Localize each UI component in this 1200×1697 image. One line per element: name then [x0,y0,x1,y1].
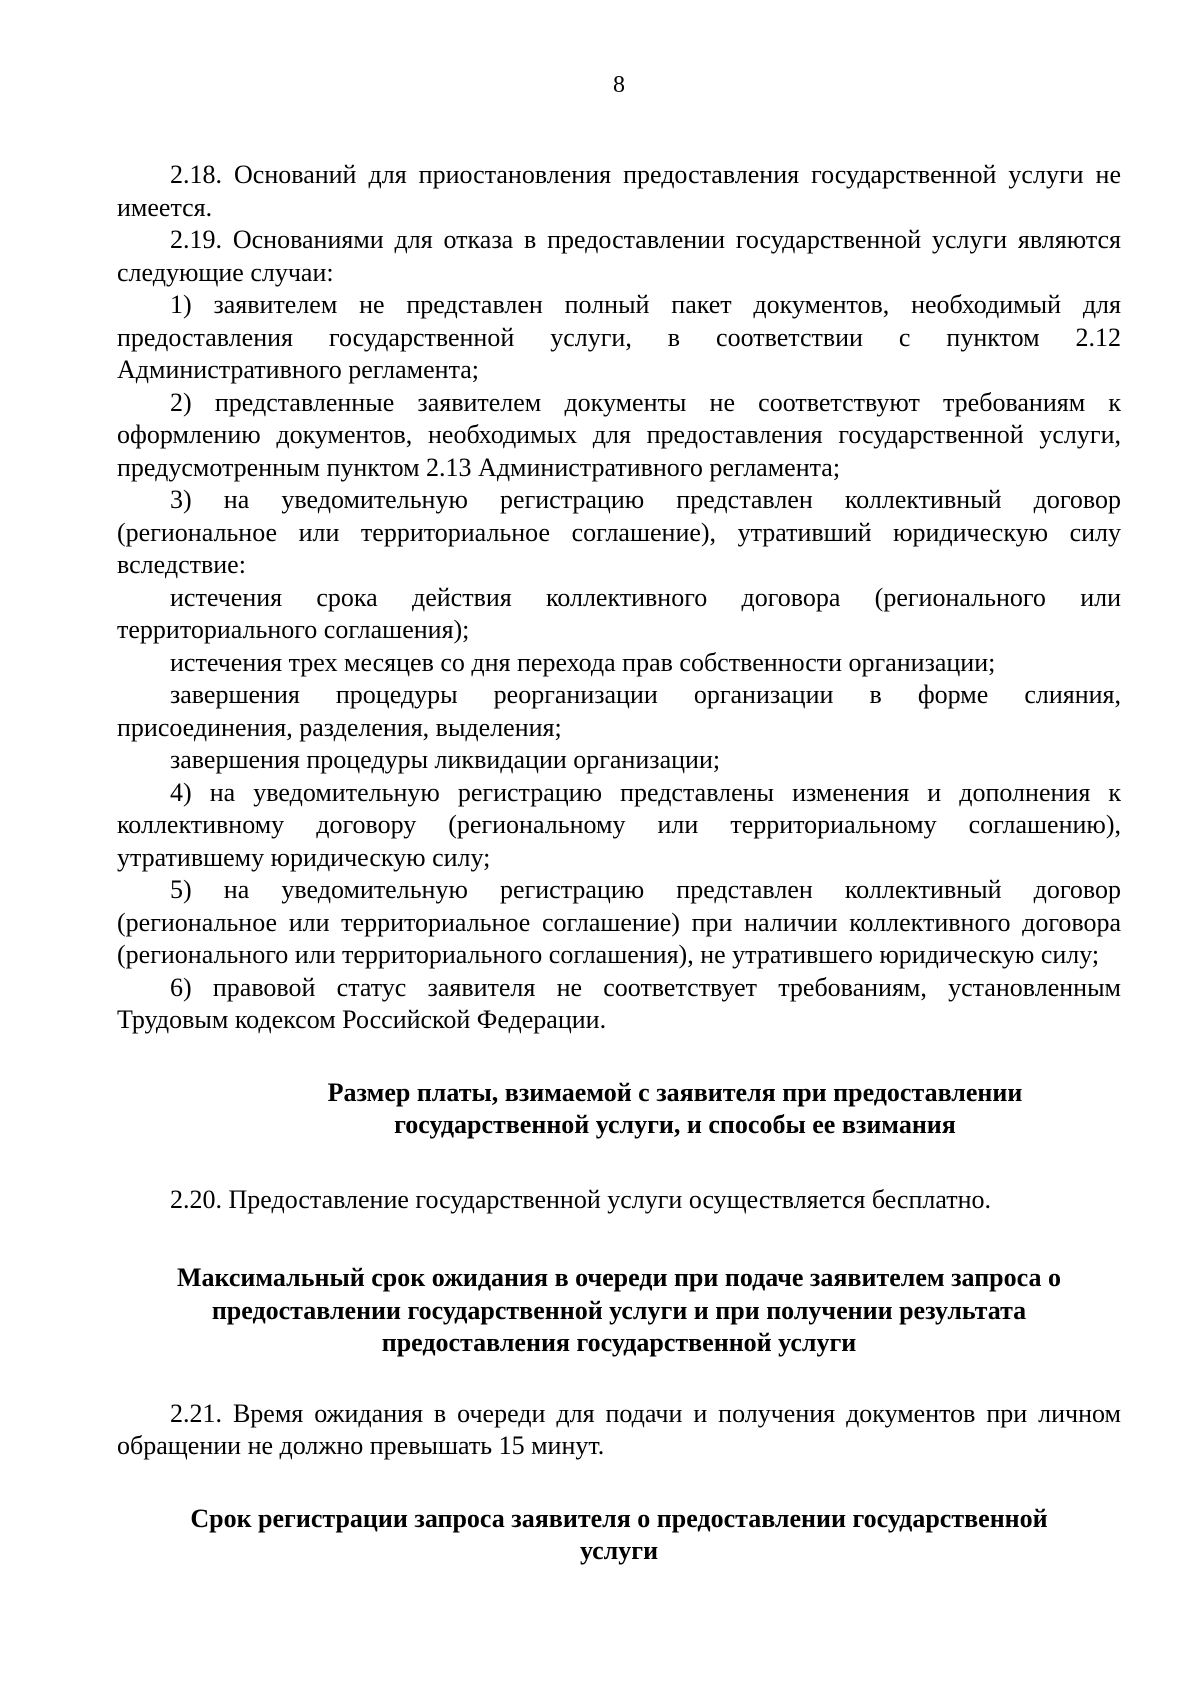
page-number: 8 [613,72,625,98]
heading-fee-line-2: государственной услуги, и способы ее взимания [394,1110,956,1139]
paragraph-2-21: 2.21. Время ожидания в очереди для подачи и получения документов при личном обращении не должно превышать 15 минут. [117,1398,1121,1460]
heading-registration-time-line-2: услуги [579,1536,659,1565]
refusal-item-3-reorganization: завершения процедуры реорганизации организации в форме слияния, присоединения, разделения, выделения; [117,680,1121,742]
heading-registration-time-line-1: Срок регистрации запроса заявителя о предоставлении государственной [190,1503,1048,1533]
heading-queue-time-line-3: предоставления государственной услуги [381,1328,857,1357]
refusal-item-6: 6) правовой статус заявителя не соответствует требованиям, установленным Трудовым кодексом Российской Федерации. [117,972,1121,1034]
heading-queue-time-line-1: Максимальный срок ожидания в очереди при подаче заявителем запроса о [176,1263,1061,1292]
heading-registration-time [117,1503,1121,1568]
paragraph-2-20: 2.20. Предоставление государственной услуги осуществляется бесплатно. [170,1184,992,1214]
refusal-item-2: 2) представленные заявителем документы не соответствуют требованиям к оформлению документов, необходимых для предоставления государственной услуги, предусмотренным пунктом 2.13 Административного регламента; [117,387,1121,482]
heading-queue-time-line-2: предоставлении государственной услуги и при получении результата [211,1295,1027,1325]
refusal-item-4: 4) на уведомительную регистрацию представлены изменения и дополнения к коллективному договору (региональному или территориальному соглашению), утратившему юридическую силу; [117,777,1121,872]
heading-fee-line-1: Размер платы, взимаемой с заявителя при предоставлении [327,1077,1023,1107]
refusal-item-3: 3) на уведомительную регистрацию представлен коллективный договор (региональное или территориальное соглашение), утративший юридическую силу вследствие: [117,485,1121,579]
refusal-item-5: 5) на уведомительную регистрацию представлен коллективный договор (региональное или территориальное соглашение) при наличии коллективного договора (регионального или территориального соглашения), не утратившего юридическую силу; [117,875,1121,969]
paragraph-2-19: 2.19. Основаниями для отказа в предоставлении государственной услуги являются следующие случаи: [117,225,1121,287]
refusal-item-1: 1) заявителем не представлен полный пакет документов, необходимый для предоставления государственной услуги, в соответствии с пунктом 2.12 Административного регламента; [117,290,1121,384]
document-body [117,159,1121,1568]
paragraph-2-18: 2.18. Оснований для приостановления предоставления государственной услуги не имеется. [117,160,1121,222]
heading-fee [117,1077,1121,1142]
heading-queue-time [117,1262,1121,1360]
refusal-item-3-liquidation: завершения процедуры ликвидации организации; [170,745,721,774]
refusal-item-3-ownership: истечения трех месяцев со дня перехода прав собственности организации; [170,647,996,677]
refusal-item-3-expiry: истечения срока действия коллективного договора (регионального или территориального соглашения); [117,582,1121,644]
